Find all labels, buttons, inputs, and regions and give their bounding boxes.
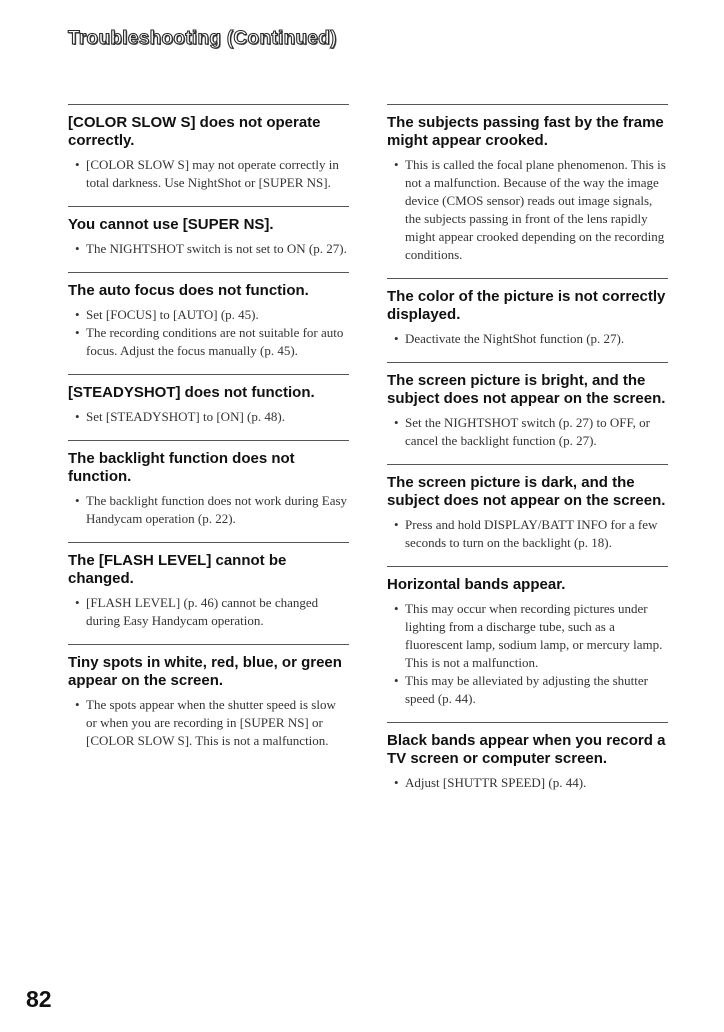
section-title: Black bands appear when you record a TV screen or computer screen. [387, 732, 666, 767]
bullet-list [68, 594, 349, 630]
bullet-item: • The backlight function does not work during Easy Handycam operation (p. 22). [68, 492, 349, 528]
section-auto-focus [68, 272, 349, 360]
bullet-list [68, 696, 349, 750]
section-crooked-subjects [387, 104, 668, 264]
bullet-list [68, 492, 349, 528]
right-column [387, 104, 668, 792]
bullet-list [68, 156, 349, 192]
section-screen-dark [387, 464, 668, 552]
bullet-list [68, 306, 349, 360]
bullet-list [68, 240, 349, 258]
section-steadyshot [68, 374, 349, 426]
bullet-item: • [FLASH LEVEL] (p. 46) cannot be changed during Easy Handycam operation. [68, 594, 349, 630]
bullet-list [387, 414, 668, 450]
bullet-item: • The recording conditions are not suitable for auto focus. Adjust the focus manually (p. 45). [68, 324, 349, 360]
bullet-item: • Deactivate the NightShot function (p. 27). [387, 330, 668, 348]
section-title: Horizontal bands appear. [387, 576, 566, 593]
bullet-item: • The NIGHTSHOT switch is not set to ON (p. 27). [68, 240, 349, 258]
bullet-item: • Press and hold DISPLAY/BATT INFO for a few seconds to turn on the backlight (p. 18). [387, 516, 668, 552]
section-title: [COLOR SLOW S] does not operate correctly. [68, 114, 321, 149]
page-header-title: Troubleshooting (Continued) [68, 28, 337, 49]
section-tiny-spots [68, 644, 349, 750]
bullet-list [387, 156, 668, 264]
bullet-item: • This is called the focal plane phenomenon. This is not a malfunction. Because of the way the image device (CMOS sensor) reads out image signals, the subjects passing in front of the lens rapidly might appear crooked depending on the recording conditions. [387, 156, 668, 264]
bullet-list [387, 330, 668, 348]
section-title: The auto focus does not function. [68, 282, 309, 299]
page-number: 82 [26, 986, 52, 1012]
section-backlight [68, 440, 349, 528]
section-color-not-correct [387, 278, 668, 348]
left-column [68, 104, 349, 750]
bullet-item: • This may be alleviated by adjusting the shutter speed (p. 44). [387, 672, 668, 708]
section-title: The color of the picture is not correctly displayed. [387, 288, 666, 323]
section-title: The screen picture is dark, and the subject does not appear on the screen. [387, 474, 666, 509]
section-title: The backlight function does not function. [68, 450, 295, 485]
section-horizontal-bands [387, 566, 668, 708]
section-title: You cannot use [SUPER NS]. [68, 216, 274, 233]
bullet-item: • Set [STEADYSHOT] to [ON] (p. 48). [68, 408, 349, 426]
bullet-item: • This may occur when recording pictures under lighting from a discharge tube, such as a fluorescent lamp, sodium lamp, or mercury lamp. This is not a malfunction. [387, 600, 668, 672]
bullet-item: • Set [FOCUS] to [AUTO] (p. 45). [68, 306, 349, 324]
bullet-item: • Set the NIGHTSHOT switch (p. 27) to OFF, or cancel the backlight function (p. 27). [387, 414, 668, 450]
bullet-item: • The spots appear when the shutter speed is slow or when you are recording in [SUPER NS] or [COLOR SLOW S]. This is not a malfunction. [68, 696, 349, 750]
section-super-ns [68, 206, 349, 258]
section-title: Tiny spots in white, red, blue, or green appear on the screen. [68, 654, 342, 689]
section-title: [STEADYSHOT] does not function. [68, 384, 315, 401]
bullet-item: • [COLOR SLOW S] may not operate correctly in total darkness. Use NightShot or [SUPER NS]. [68, 156, 349, 192]
bullet-list [387, 516, 668, 552]
section-title: The screen picture is bright, and the subject does not appear on the screen. [387, 372, 666, 407]
bullet-item: • Adjust [SHUTTR SPEED] (p. 44). [387, 774, 668, 792]
section-title: The [FLASH LEVEL] cannot be changed. [68, 552, 287, 587]
bullet-list [387, 774, 668, 792]
bullet-list [68, 408, 349, 426]
section-screen-bright [387, 362, 668, 450]
bullet-list [387, 600, 668, 708]
section-title: The subjects passing fast by the frame might appear crooked. [387, 114, 664, 149]
section-flash-level [68, 542, 349, 630]
section-color-slow-s [68, 104, 349, 192]
section-black-bands [387, 722, 668, 792]
